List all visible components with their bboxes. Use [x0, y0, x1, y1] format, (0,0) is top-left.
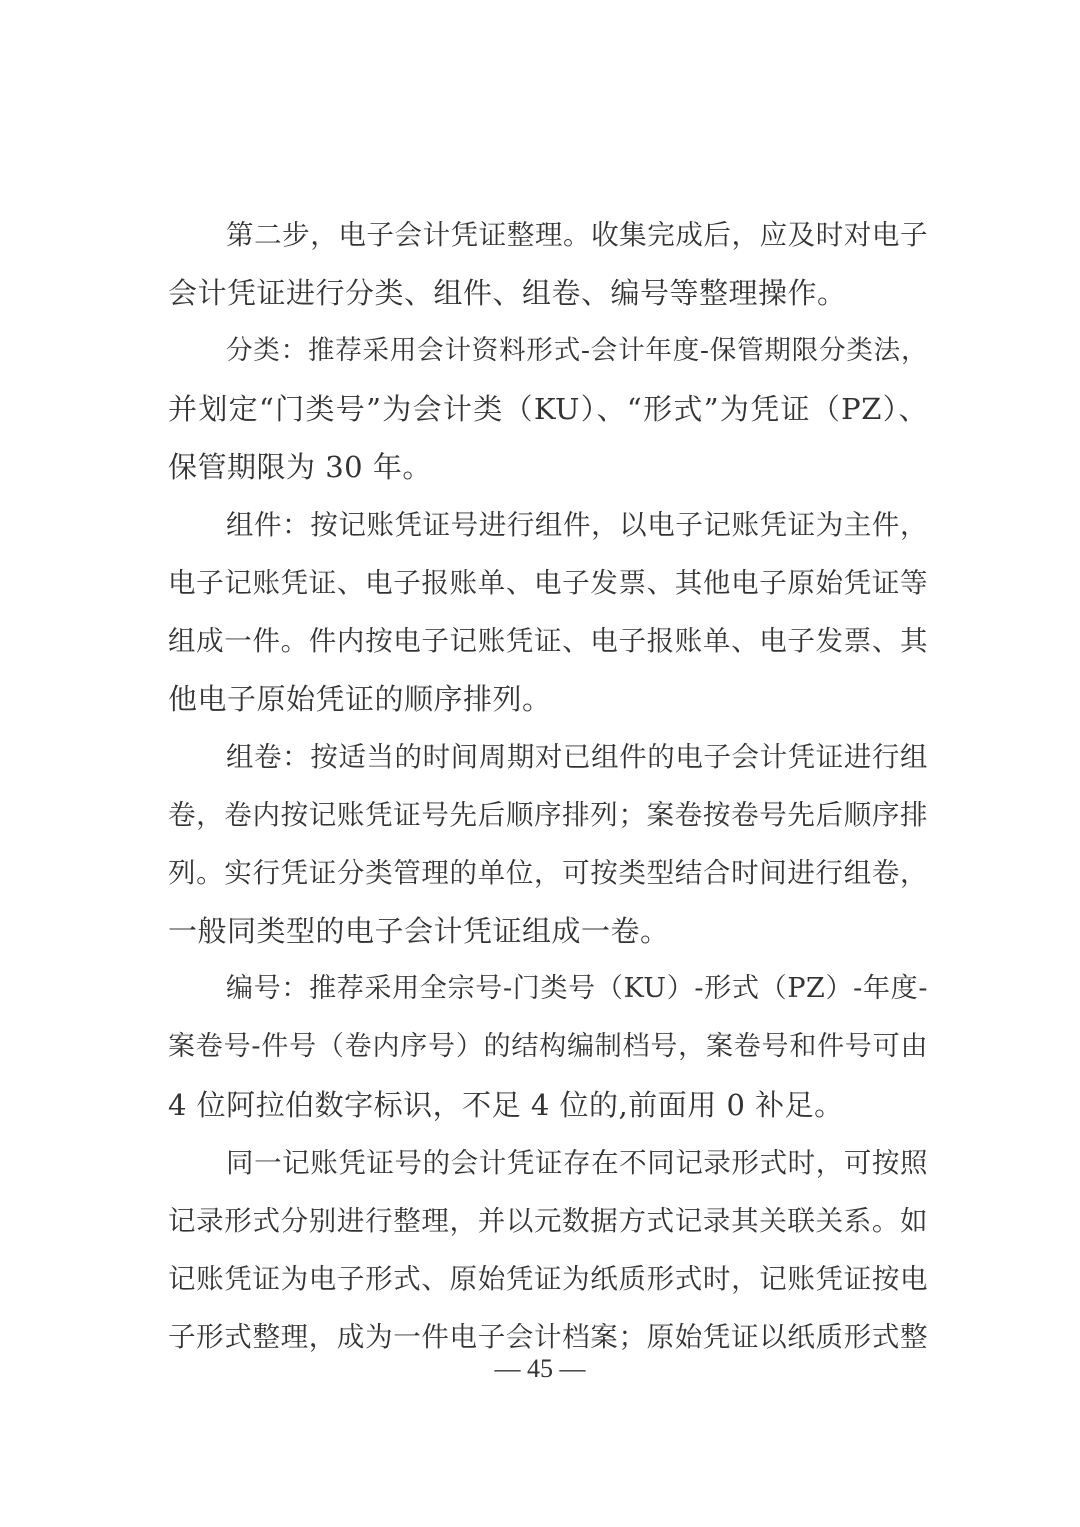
paragraph-volume — [168, 728, 928, 960]
text-line: 卷，卷内按记账凭证号先后顺序排列；案卷按卷号先后顺序排 — [168, 799, 928, 831]
paragraph-record-forms — [168, 1134, 928, 1366]
paragraph-component — [168, 496, 928, 728]
text-line: 记录形式分别进行整理，并以元数据方式记录其关联关系。如 — [168, 1205, 928, 1237]
paragraph-numbering — [168, 960, 928, 1134]
text-line: 组卷：按适当的时间周期对已组件的电子会计凭证进行组 — [226, 741, 928, 773]
text-line: 组件：按记账凭证号进行组件，以电子记账凭证为主件， — [226, 509, 928, 541]
text-line: 保管期限为 30 年。 — [168, 450, 432, 484]
text-line: 一般同类型的电子会计凭证组成一卷。 — [168, 914, 670, 948]
text-line: 他电子原始凭证的顺序排列。 — [168, 682, 552, 716]
text-line: 记账凭证为电子形式、原始凭证为纸质形式时，记账凭证按电 — [168, 1263, 928, 1295]
text-line: 分类：推荐采用会计资料形式-会计年度-保管期限分类法， — [226, 335, 928, 366]
text-line: 子形式整理，成为一件电子会计档案；原始凭证以纸质形式整 — [168, 1321, 928, 1353]
text-line: 电子记账凭证、电子报账单、电子发票、其他电子原始凭证等 — [168, 567, 928, 599]
body-text — [168, 206, 928, 1366]
text-line: 并划定“门类号”为会计类（KU）、“形式”为凭证（PZ）、 — [168, 392, 928, 426]
paragraph-step-two — [168, 206, 928, 322]
paragraph-classification — [168, 322, 928, 496]
text-line: 组成一件。件内按电子记账凭证、电子报账单、电子发票、其 — [168, 625, 928, 657]
text-line: 4 位阿拉伯数字标识，不足 4 位的,前面用 0 补足。 — [168, 1088, 844, 1122]
text-line: 列。实行凭证分类管理的单位，可按类型结合时间进行组卷， — [168, 857, 928, 889]
text-line: 同一记账凭证号的会计凭证存在不同记录形式时，可按照 — [226, 1147, 928, 1179]
text-line: 编号：推荐采用全宗号-门类号（KU）-形式（PZ）-年度- — [226, 973, 928, 1004]
text-line: 会计凭证进行分类、组件、组卷、编号等整理操作。 — [168, 276, 847, 310]
page-number: — 45 — — [494, 1354, 586, 1383]
text-line: 案卷号-件号（卷内序号）的结构编制档号，案卷号和件号可由 — [168, 1031, 928, 1062]
text-line: 第二步，电子会计凭证整理。收集完成后，应及时对电子 — [226, 219, 928, 251]
